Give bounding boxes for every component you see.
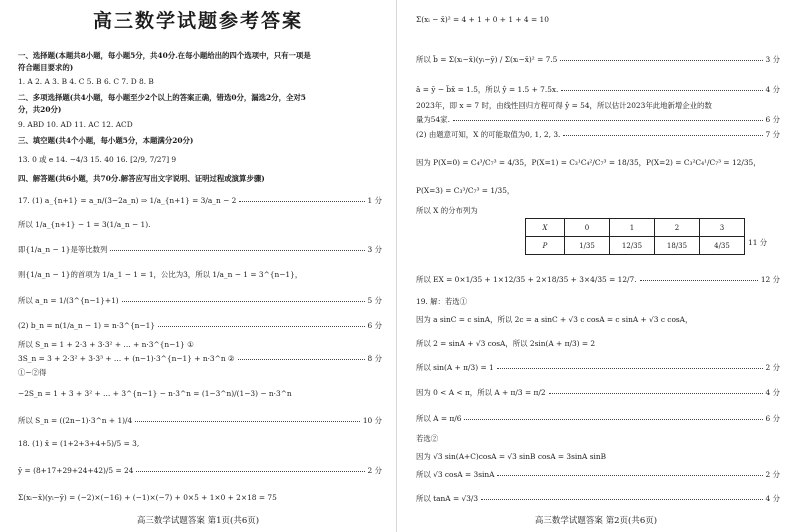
page-one — [0, 0, 396, 532]
answer-line: 18. (1) x̄ = (1+2+3+4+5)/5 = 3, — [18, 439, 140, 448]
answer-line: 分，共20分) — [18, 105, 62, 114]
points-label: 4 分 — [765, 85, 780, 94]
answer-line: 四、解答题(共6小题，共70分.解答应写出文字说明、证明过程或演算步骤) — [18, 174, 265, 183]
answer-line — [416, 275, 780, 284]
points-label: 6 分 — [367, 321, 382, 330]
line-text: 所以 EX = 0×1/35 + 1×12/35 + 2×18/35 + 3×4/35 = 12/7. — [416, 275, 637, 284]
answer-line: 所以 S_n = 1 + 2·3 + 3·3² + … + n·3^{n−1} ① — [18, 340, 194, 349]
answer-line: Σ(xᵢ − x̄)² = 4 + 1 + 0 + 1 + 4 = 10 — [416, 15, 549, 24]
answer-line — [18, 466, 382, 475]
answer-line: 三、填空题(共4个小题，每小题5分，本题满分20分) — [18, 136, 194, 145]
answer-line — [416, 470, 780, 479]
line-text: 所以 √3 cosA = 3sinA — [416, 470, 495, 479]
line-text: 因为 0 < A < π，所以 A + π/3 = π/2 — [416, 388, 546, 397]
points-label: 12 分 — [760, 275, 780, 284]
answer-line — [416, 494, 780, 503]
line-text: 所以 tanA = √3/3 — [416, 494, 479, 503]
page-title: 高三数学试题参考答案 — [92, 10, 303, 32]
answer-line: −2S_n = 1 + 3 + 3² + … + 3^{n−1} − n·3^n = (1−3^n)/(1−3) − n·3^n — [18, 389, 292, 398]
answer-line: 所以 X 的分布列为 — [416, 206, 478, 215]
dot-leader — [563, 135, 762, 136]
points-label: 1 分 — [367, 196, 382, 205]
line-text: 所以 b̂ = Σ(xᵢ−x̄)(yᵢ−ȳ) / Σ(xᵢ−x̄)² = 7.5 — [416, 55, 558, 64]
answer-line — [416, 130, 780, 139]
dot-leader — [238, 359, 365, 360]
dot-leader — [497, 368, 763, 369]
table-cell: 0 — [565, 219, 610, 237]
line-text: 所以 a_n = 1/(3^{n−1}+1) — [18, 296, 119, 305]
answer-line — [416, 388, 780, 397]
points-label: 2 分 — [765, 470, 780, 479]
line-text: 所以 sin(A + π/3) = 1 — [416, 363, 494, 372]
answer-line: 2023年，即 x = 7 时，由线性回归方程可得 ŷ = 54，所以估计2023年此地新增企业的数 — [416, 101, 712, 110]
answer-line: 因为 P(X=0) = C₄³/C₇³ = 4/35，P(X=1) = C₃¹C₄²/C₇³ = 18/35，P(X=2) = C₃²C₄¹/C₇³ = 12/35， — [416, 158, 761, 167]
answer-line — [416, 414, 780, 423]
points-label: 7 分 — [765, 130, 780, 139]
line-text: ȳ = (8+17+29+24+42)/5 = 24 — [18, 466, 134, 475]
points-label: 3 分 — [367, 245, 382, 254]
dot-leader — [464, 419, 762, 420]
page-two — [398, 0, 794, 532]
answer-line — [18, 296, 382, 305]
table-header-p: P — [526, 237, 565, 255]
page-divider — [396, 0, 397, 532]
answer-line: 因为 a sinC = c sinA，所以 2c = a sinC + √3 c cosA = c sinA + √3 c cosA， — [416, 315, 693, 324]
table-cell: 12/35 — [610, 237, 655, 255]
answer-line — [416, 55, 780, 64]
dot-leader — [453, 120, 763, 121]
answer-line: 因为 √3 sin(A+C)cosA = √3 sinB cosA = 3sinA sinB — [416, 452, 607, 461]
answer-line — [18, 245, 382, 254]
points-label: 2 分 — [765, 363, 780, 372]
line-text: â = ȳ − b̂x̄ = 1.5，所以 ŷ = 1.5 + 7.5x. — [416, 85, 559, 94]
answer-line: 符合题目要求的) — [18, 63, 74, 72]
dot-leader — [136, 471, 364, 472]
table-cell: 3 — [700, 219, 745, 237]
answer-line: P(X=3) = C₃³/C₇³ = 1/35， — [416, 186, 515, 195]
answer-line — [18, 416, 382, 425]
dot-leader — [549, 393, 763, 394]
dot-leader — [239, 201, 364, 202]
dot-leader — [561, 90, 762, 91]
points-label: 10 分 — [362, 416, 382, 425]
table-points: 11 分 — [748, 238, 768, 247]
answer-line: 则{1/a_n − 1}的首项为 1/a_1 − 1 = 1，公比为3，所以 1/a_n − 1 = 3^{n−1}， — [18, 270, 303, 279]
points-label: 6 分 — [765, 115, 780, 124]
distribution-table — [525, 218, 745, 255]
points-label: 5 分 — [367, 296, 382, 305]
line-text: 3S_n = 3 + 2·3² + 3·3³ + … + (n−1)·3^{n−1} + n·3^n ② — [18, 354, 235, 363]
answer-line — [18, 321, 382, 330]
answer-line: 若选② — [416, 434, 439, 443]
answer-line: ①−②得 — [18, 368, 47, 377]
dot-leader — [122, 301, 365, 302]
dot-leader — [110, 250, 364, 251]
points-label: 6 分 — [765, 414, 780, 423]
points-label: 4 分 — [765, 388, 780, 397]
answer-line: Σ(xᵢ−x̄)(yᵢ−ȳ) = (−2)×(−16) + (−1)×(−7) + 0×5 + 1×0 + 2×18 = 75 — [18, 493, 277, 502]
answer-line: 19. 解：若选① — [416, 297, 468, 306]
answer-line: 1. A 2. A 3. B 4. C 5. B 6. C 7. D 8. B — [18, 77, 154, 86]
dot-leader — [560, 60, 762, 61]
answer-line: 9. ABD 10. AD 11. AC 12. ACD — [18, 120, 133, 129]
line-text: 即{1/a_n − 1}是等比数列 — [18, 245, 108, 254]
points-label: 8 分 — [367, 354, 382, 363]
points-label: 4 分 — [765, 494, 780, 503]
page-footer: 高三数学试题答案 第1页(共6页) — [136, 516, 260, 526]
table-cell: 18/35 — [655, 237, 700, 255]
points-label: 2 分 — [367, 466, 382, 475]
table-cell: 2 — [655, 219, 700, 237]
line-text: 所以 S_n = ((2n−1)·3^n + 1)/4 — [18, 416, 133, 425]
answer-line: 13. 0 或 e 14. −4/3 15. 40 16. [2/9, 7/27] 9 — [18, 155, 177, 164]
line-text: 所以 A = π/6 — [416, 414, 462, 423]
line-text: (2) b_n = n(1/a_n − 1) = n·3^{n−1} — [18, 321, 156, 330]
line-text: (2) 由题意可知，X 的可能取值为0, 1, 2, 3. — [416, 130, 561, 139]
table-cell: 4/35 — [700, 237, 745, 255]
answer-line — [416, 85, 780, 94]
table-cell: 1 — [610, 219, 655, 237]
answer-line: 一、选择题(本题共8小题，每小题5分，共40分.在每小题给出的四个选项中，只有一项是 — [18, 51, 311, 60]
line-text: 量为54家. — [416, 115, 450, 124]
dot-leader — [497, 475, 762, 476]
dot-leader — [135, 421, 360, 422]
answer-line: 所以 1/a_{n+1} − 1 = 3(1/a_n − 1). — [18, 220, 151, 229]
table-cell: 1/35 — [565, 237, 610, 255]
answer-line: 二、多项选择题(共4小题，每小题至少2个以上的答案正确，错选0分，漏选2分，全对5 — [18, 93, 306, 102]
answer-line — [416, 363, 780, 372]
dot-leader — [640, 280, 758, 281]
answer-line — [18, 196, 382, 205]
table-header-x: X — [526, 219, 565, 237]
answer-line: 所以 2 = sinA + √3 cosA，所以 2sin(A + π/3) = 2 — [416, 339, 596, 348]
line-text: 17. (1) a_{n+1} = a_n/(3−2a_n) ⇒ 1/a_{n+1} = 3/a_n − 2 — [18, 196, 237, 205]
page-footer: 高三数学试题答案 第2页(共6页) — [534, 516, 658, 526]
dot-leader — [158, 326, 365, 327]
dot-leader — [481, 499, 762, 500]
answer-line — [416, 115, 780, 124]
answer-line — [18, 354, 382, 363]
points-label: 3 分 — [765, 55, 780, 64]
